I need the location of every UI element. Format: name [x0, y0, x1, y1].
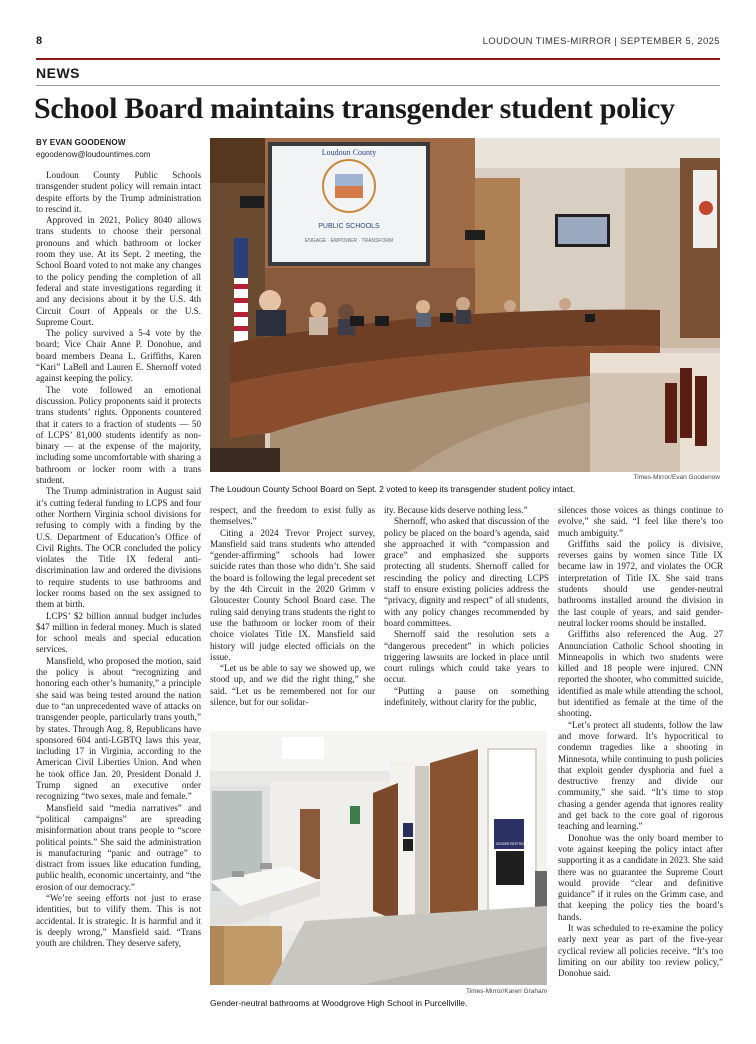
section-divider [36, 85, 720, 86]
page-folio [36, 35, 720, 49]
bathroom-photo [210, 731, 547, 985]
article-column-3 [384, 505, 549, 725]
screen-title-text: Loudoun County [321, 148, 377, 157]
paragraph: “Let us be able to say we showed up, we stood up, and we did the right thing,” she said. “Let us be remembered not for our silence, but for our solidar- [210, 663, 375, 708]
paragraph: respect, and the freedom to exist fully as themselves.” [210, 505, 375, 527]
photo-caption: Gender-neutral bathrooms at Woodgrove High School in Purcellville. [210, 998, 468, 1008]
paragraph: Loudoun County Public Schools transgender student policy will remain intact despite efforts by the Trump administration to rescind it. [36, 170, 201, 214]
paragraph: Mansfield, who proposed the motion, said the policy is about “recognizing and honoring each other’s humanity,” a principle she said was being tested around the nation due to “an unprecedented wave of attacks on transgender people, particularly trans youth,” by states. Through Aug. 8, Republicans have sponsored 604 anti-LGBTQ laws this year, including 17 in Virginia, according to the American Civil Liberties Union. And when he took office Jan. 20, President Donald J. Trump signed an executive order recognizing “two sexes, male and female.” [36, 655, 201, 802]
paragraph: Citing a 2024 Trevor Project survey, Mansfield said trans students who attended “gender-affirming” schools had lower suicide rates than those who didn’t. She said the board is following the legal precedent set by the 4th Circuit in the 2020 Grimm v Gloucester County School Board case. The ruling said denying trans students the right to use the bathroom or locker room of their choice violates Title IX. Mansfield said history will judge elected officials on the issue. [210, 527, 375, 662]
paragraph: Mansfield said “media narratives” and “political campaigns” are spreading misinformation about trans people to “score political points.” She said the administration is manufacturing “panic and outrage” to distract from issues like education funding, public health, economic uncertainty, and “the erosion of our democracy.” [36, 802, 201, 892]
paragraph: ity. Because kids deserve nothing less.” [384, 505, 528, 515]
restroom-sign-text: ALL GENDER RESTROOM [489, 842, 529, 846]
bathroom-illustration [210, 731, 547, 985]
section-label: NEWS [36, 65, 80, 81]
paragraph: It was scheduled to re-examine the policy early next year as part of the five-year cyclical review all policies receive. “It’s too limiting on our ability too review policy,” Donohue said. [558, 922, 723, 979]
article-byline: BY EVAN GOODENOW [36, 138, 126, 147]
screen-subtitle-text: PUBLIC SCHOOLS [318, 223, 380, 230]
paragraph: LCPS’ $2 billion annual budget includes $47 million in federal money. Much is slated for school meals and special education services. [36, 610, 201, 655]
page-number: 8 [36, 35, 43, 47]
paragraph: Approved in 2021, Policy 8040 allows trans students to choose their personal pronouns and which bathroom or locker room they use. At its Sept. 2 meeting, the School Board voted to not make any changes to the policy pending the completion of all federal and state investigations regarding it and any decisions about it by the U.S. 4th Circuit Court of Appeals or the U.S. Supreme Court. [36, 215, 201, 327]
article-headline: School Board maintains transgender student policy [34, 92, 675, 125]
paragraph: The vote followed an emotional discussion. Policy proponents said it protects trans students’ rights. Opponents countered that it caters to a fraction of students — 50 of LCPS’ 81,000 students identify as non-binary — at the expense of the majority, including some uncomfortable with sharing a bathroom or locker room with a trans student. [36, 384, 201, 486]
paragraph: The policy survived a 5-4 vote by the board; Vice Chair Anne P. Donohue, and board members Deana L. Griffiths, Karen “Kari” LaBell and Lauren E. Shernoff voted against keeping the policy. [36, 328, 201, 384]
paragraph: “Putting a pause on something indefinitely, without clarity for the public, [384, 685, 549, 708]
photo-credit: Times-Mirror/Karen Graham [465, 988, 547, 995]
article-column-2 [210, 505, 375, 725]
paragraph: Shernoff, who asked that discussion of the policy be placed on the board’s agenda, said she approached it with “compassion and grace” and emphasized she supports protecting all students. Shernoff called for rescinding the policy and directing LCPS staff to ensure existing policies address the “privacy, dignity and respect” of all students, with any policy changes recommended by board committees. [384, 516, 549, 628]
paragraph: The Trump administration in August said it’s cutting federal funding to LCPS and four other Northern Virginia school divisions for refusing to comply with a finding by the U.S. Department of Education’s Office of Civil Rights. The OCR concluded the policy violates the Title IX federal anti-discrimination law and ordered the divisions to require students to use bathrooms and locker rooms based on the sex assigned to them at birth. [36, 486, 201, 610]
paragraph: “We’re seeing efforts not just to erase identities, but to vilify them. This is not accidental. It is strategic. It is harmful and it is deeply wrong,” Mansfield said. “Trans youth are children. They deserve safety, [36, 893, 201, 949]
paragraph: silences those voices as things continue to evolve,” she said. “I feel like there’s too much ambiguity.” [558, 505, 723, 538]
photo-credit: Times-Mirror/Evan Goodenow [633, 474, 720, 481]
publication-dateline: LOUDOUN TIMES-MIRROR | SEPTEMBER 5, 2025 [482, 36, 720, 47]
board-meeting-photo [210, 138, 720, 472]
paragraph: Griffiths said the policy is divisive, reverses gains by women since Title IX became law in 1972, and violates the OCR interpretation of Title IX. She said trans students should use gender-neutral bathrooms installed around the division in the last couple of years, and said gender-neutral locker rooms should be installed. [558, 538, 723, 628]
paragraph: Griffiths also referenced the Aug. 27 Annunciation Catholic School shooting in Minneapolis in which two students were killed and 18 people were injured. CNN reported the shooter, who committed suicide, identified as male while attending the school, but identified as female at the time of the shooting. [558, 629, 723, 719]
article-column-1 [36, 170, 201, 1015]
article-column-4 [558, 505, 723, 1015]
paragraph: Donohue was the only board member to vote against keeping the policy intact after supporting it as a candidate in 2023. She said there was no guarantee the Supreme Court would provide “clear and definitive guidance” if it rules on the Grimm case, and that keeping the policy ties the board’s hands. [558, 832, 723, 922]
board-meeting-illustration [210, 138, 720, 472]
paragraph: “Let’s protect all students, follow the law and move forward. It’s hypocritical to condemn tragedies like a shooting in Minnesota, while continuing to push policies that exploit gender dysphoria and fuel a destructive frenzy and divide our community,” she said. “It’s time to stop chasing a gender agenda that ignores reality and get back to the core goal of rigorous teaching and learning.” [558, 719, 723, 832]
paragraph: Shernoff said the resolution sets a “dangerous precedent” in which policies triggering lawsuits are locked in place until court rulings which could take years to occur. [384, 629, 549, 685]
photo-caption: The Loudoun County School Board on Sept. 2 voted to keep its transgender student policy intact. [210, 484, 576, 494]
screen-motto-text: ENGAGE · EMPOWER · TRANSFORM [304, 238, 394, 244]
author-email: egoodenow@loudountimes.com [36, 150, 151, 159]
section-rule [36, 58, 720, 60]
